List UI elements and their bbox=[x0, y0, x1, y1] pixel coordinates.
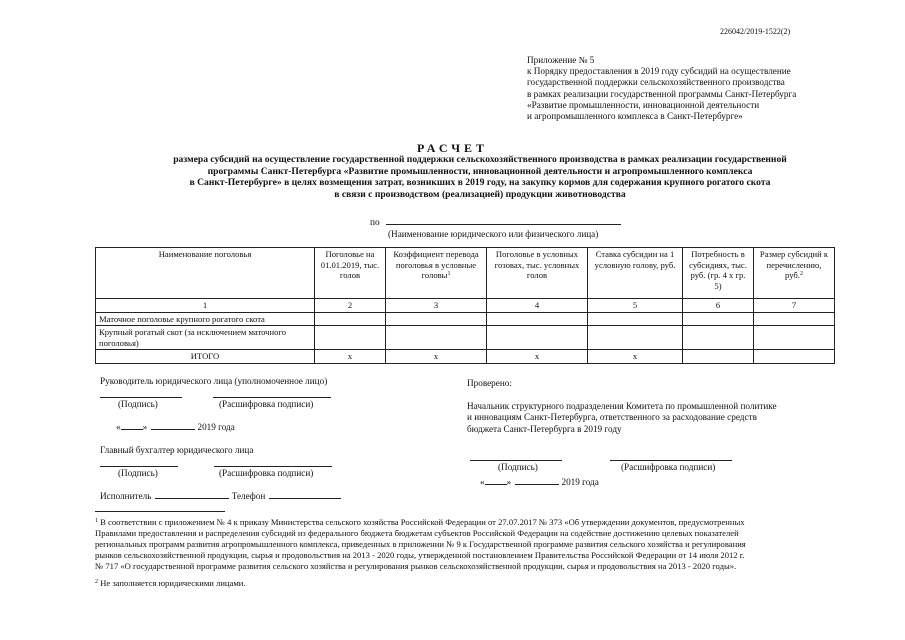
date-quote-open: « bbox=[480, 477, 485, 487]
table-header-row bbox=[96, 248, 835, 299]
footnote-1 bbox=[95, 517, 865, 572]
accountant-caption: Главный бухгалтер юридического лица bbox=[100, 445, 254, 455]
date-year: 2019 года bbox=[197, 422, 235, 432]
signature-decode-line[interactable] bbox=[213, 397, 331, 398]
header-cell bbox=[588, 248, 683, 299]
appendix-line: «Развитие промышленности, инновационной деятельности bbox=[527, 99, 760, 110]
table-cell[interactable] bbox=[386, 326, 487, 350]
date-quote-close: » bbox=[506, 477, 512, 487]
subtitle-line: в связи с производством (реализацией) продукции животноводства bbox=[334, 188, 626, 200]
row-name: Маточное поголовье крупного рогатого скота bbox=[96, 312, 315, 326]
recipient-label: по bbox=[370, 218, 380, 228]
document-number: 226042/2019-1522(2) bbox=[720, 27, 791, 36]
recipient-blank[interactable] bbox=[386, 215, 621, 225]
table-cell[interactable] bbox=[754, 350, 835, 364]
appendix-line: государственной поддержки сельскохозяйственного производства bbox=[527, 77, 785, 88]
appendix-header bbox=[527, 55, 796, 122]
table-cell[interactable] bbox=[386, 312, 487, 326]
document-subtitle bbox=[95, 154, 865, 200]
column-number-row bbox=[96, 299, 835, 313]
footnote-mark: 2 bbox=[799, 271, 803, 278]
signature-caption: (Подпись) bbox=[498, 462, 538, 472]
signature-line[interactable] bbox=[100, 466, 178, 467]
header-text: Поголовье в условных гозовах, тыс. условных голов bbox=[494, 249, 580, 281]
header-cell bbox=[386, 248, 487, 299]
checked-label: Проверено: bbox=[467, 378, 512, 388]
footnote-line: рынков сельскохозяйственной продукции, сырья и продовольствия на 2013 - 2020 годы, утвержденной постановлением Правительства Российской Федерации от 14 июля 2012 г. bbox=[95, 550, 745, 560]
footnote-line bbox=[95, 517, 865, 528]
document-title: РАСЧЕТ bbox=[416, 141, 489, 155]
footnote-text: Не заполняется юридическими лицами. bbox=[98, 578, 246, 588]
table-cell[interactable] bbox=[683, 312, 754, 326]
signature-decode-caption: (Расшифровка подписи) bbox=[219, 399, 314, 409]
header-text: Ставка субсидии на 1 условную голову, руб. bbox=[594, 249, 676, 270]
subtitle-line: размера субсидий на осуществление государственной поддержки сельскохозяйственного производства в рамках реализации государственной bbox=[173, 154, 787, 165]
signature-decode-caption: (Расшифровка подписи) bbox=[621, 462, 716, 472]
phone-label: Телефон bbox=[231, 491, 266, 501]
signature-caption: (Подпись) bbox=[118, 468, 158, 478]
executor-line bbox=[100, 489, 341, 501]
date-day-blank[interactable] bbox=[485, 475, 507, 485]
phone-blank[interactable] bbox=[269, 489, 341, 499]
date-month-blank[interactable] bbox=[151, 420, 195, 430]
column-number: 3 bbox=[386, 299, 487, 313]
table-cell: х bbox=[315, 350, 386, 364]
date-quote-close: » bbox=[142, 422, 148, 432]
date-month-blank[interactable] bbox=[515, 475, 559, 485]
footnote-separator bbox=[95, 511, 225, 512]
calculation-table bbox=[95, 247, 835, 364]
executor-label: Исполнитель bbox=[100, 491, 152, 501]
column-number: 5 bbox=[588, 299, 683, 313]
recipient-caption: (Наименование юридического или физического лица) bbox=[388, 229, 599, 239]
column-number: 4 bbox=[487, 299, 588, 313]
table-cell[interactable] bbox=[754, 312, 835, 326]
signature-line[interactable] bbox=[470, 460, 562, 461]
table-cell[interactable] bbox=[487, 312, 588, 326]
table-row bbox=[96, 312, 835, 326]
header-text: Коэффициент перевода поголовья в условные головы bbox=[393, 249, 479, 281]
footnote-line: региональных программ развития агропромышленного комплекса, приведенных в приложении № 9 к Государственной программе развития сельского хозяйства и регулирования bbox=[95, 539, 746, 549]
checker-position-line: Начальник структурного подразделения Комитета по промышленной политике bbox=[467, 401, 777, 411]
row-name: Крупный рогатый скот (за исключением маточного поголовья) bbox=[96, 326, 315, 350]
column-number: 1 bbox=[96, 299, 315, 313]
appendix-line: к Порядку предоставления в 2019 году субсидий на осуществление bbox=[527, 66, 791, 77]
table-cell[interactable] bbox=[315, 312, 386, 326]
table-cell[interactable] bbox=[754, 326, 835, 350]
subtitle-line: в Санкт-Петербурге» в целях возмещения затрат, возникших в 2019 году, на закупку кормов для содержания крупного рогатого скота bbox=[189, 177, 771, 189]
footnote-mark: 2 bbox=[95, 579, 98, 585]
table-row-total bbox=[96, 350, 835, 364]
date-year: 2019 года bbox=[561, 477, 599, 487]
appendix-line: Приложение № 5 bbox=[527, 55, 595, 65]
footnote-mark: 1 bbox=[447, 271, 451, 278]
header-text: Поголовье на 01.01.2019, тыс. голов bbox=[320, 249, 380, 281]
footnote-line: Правилами предоставления и распределения субсидий из федерального бюджета бюджетам субъектов Российской Федерации на содействие достижению целевых показателей bbox=[95, 528, 739, 538]
appendix-line: в рамках реализации государственной программы Санкт-Петербурга bbox=[527, 88, 797, 99]
table-cell[interactable] bbox=[683, 326, 754, 350]
checker-position-line: и инновациям Санкт-Петербурга, ответственного за расходование средств bbox=[467, 412, 757, 423]
column-number: 6 bbox=[683, 299, 754, 313]
table-cell[interactable] bbox=[487, 326, 588, 350]
executor-blank[interactable] bbox=[155, 489, 229, 499]
recipient-line bbox=[370, 215, 621, 228]
signature-line[interactable] bbox=[100, 397, 182, 398]
header-text: Размер субсидий к перечислению, руб. bbox=[759, 249, 829, 281]
date-day-blank[interactable] bbox=[121, 420, 143, 430]
date-line bbox=[480, 475, 599, 487]
footnote-line bbox=[95, 578, 865, 589]
checker-position bbox=[467, 401, 777, 435]
table-cell: х bbox=[487, 350, 588, 364]
header-cell bbox=[487, 248, 588, 299]
footnote-mark: 1 bbox=[95, 518, 98, 524]
footnote-2 bbox=[95, 578, 865, 589]
footnote-text: В соответствии с приложением № 4 к приказу Министерства сельского хозяйства Российской Федерации от 27.07.2017 № 373 «Об утверждении документов, предусмотренных bbox=[98, 517, 745, 527]
head-signature-caption: Руководитель юридического лица (уполномоченное лицо) bbox=[100, 376, 328, 386]
header-cell bbox=[96, 248, 315, 299]
header-cell bbox=[754, 248, 835, 299]
signature-decode-caption: (Расшифровка подписи) bbox=[219, 468, 314, 478]
header-text: Потребность в субсидиях, тыс. руб. (гр. 4 х гр. 5) bbox=[689, 249, 747, 291]
header-cell bbox=[315, 248, 386, 299]
date-quote-open: « bbox=[116, 422, 121, 432]
row-name: ИТОГО bbox=[96, 350, 315, 364]
table-cell: х bbox=[386, 350, 487, 364]
signature-decode-line[interactable] bbox=[214, 466, 332, 467]
table-cell[interactable] bbox=[683, 350, 754, 364]
column-number: 7 bbox=[754, 299, 835, 313]
table-cell[interactable] bbox=[588, 326, 683, 350]
subtitle-line: программы Санкт-Петербурга «Развитие промышленности, инновационной деятельности и агропромышленного комплекса bbox=[207, 165, 753, 177]
table-row bbox=[96, 326, 835, 350]
table-cell[interactable] bbox=[588, 312, 683, 326]
date-line bbox=[116, 420, 235, 432]
table-cell[interactable] bbox=[315, 326, 386, 350]
signature-decode-line[interactable] bbox=[610, 460, 732, 461]
header-cell bbox=[683, 248, 754, 299]
footnote-line: № 717 «О государственной программе развития сельского хозяйства и регулирования рынков сельскохозяйственной продукции, сырья и продовольствия на 2013 - 2020 годы». bbox=[95, 561, 737, 571]
column-number: 2 bbox=[315, 299, 386, 313]
signature-caption: (Подпись) bbox=[118, 399, 158, 409]
table-cell: х bbox=[588, 350, 683, 364]
checker-position-line: бюджета Санкт-Петербурга в 2019 году bbox=[467, 423, 622, 434]
appendix-line: и агропромышленного комплекса в Санкт-Петербурге» bbox=[527, 111, 743, 122]
header-text: Наименование поголовья bbox=[158, 249, 252, 259]
